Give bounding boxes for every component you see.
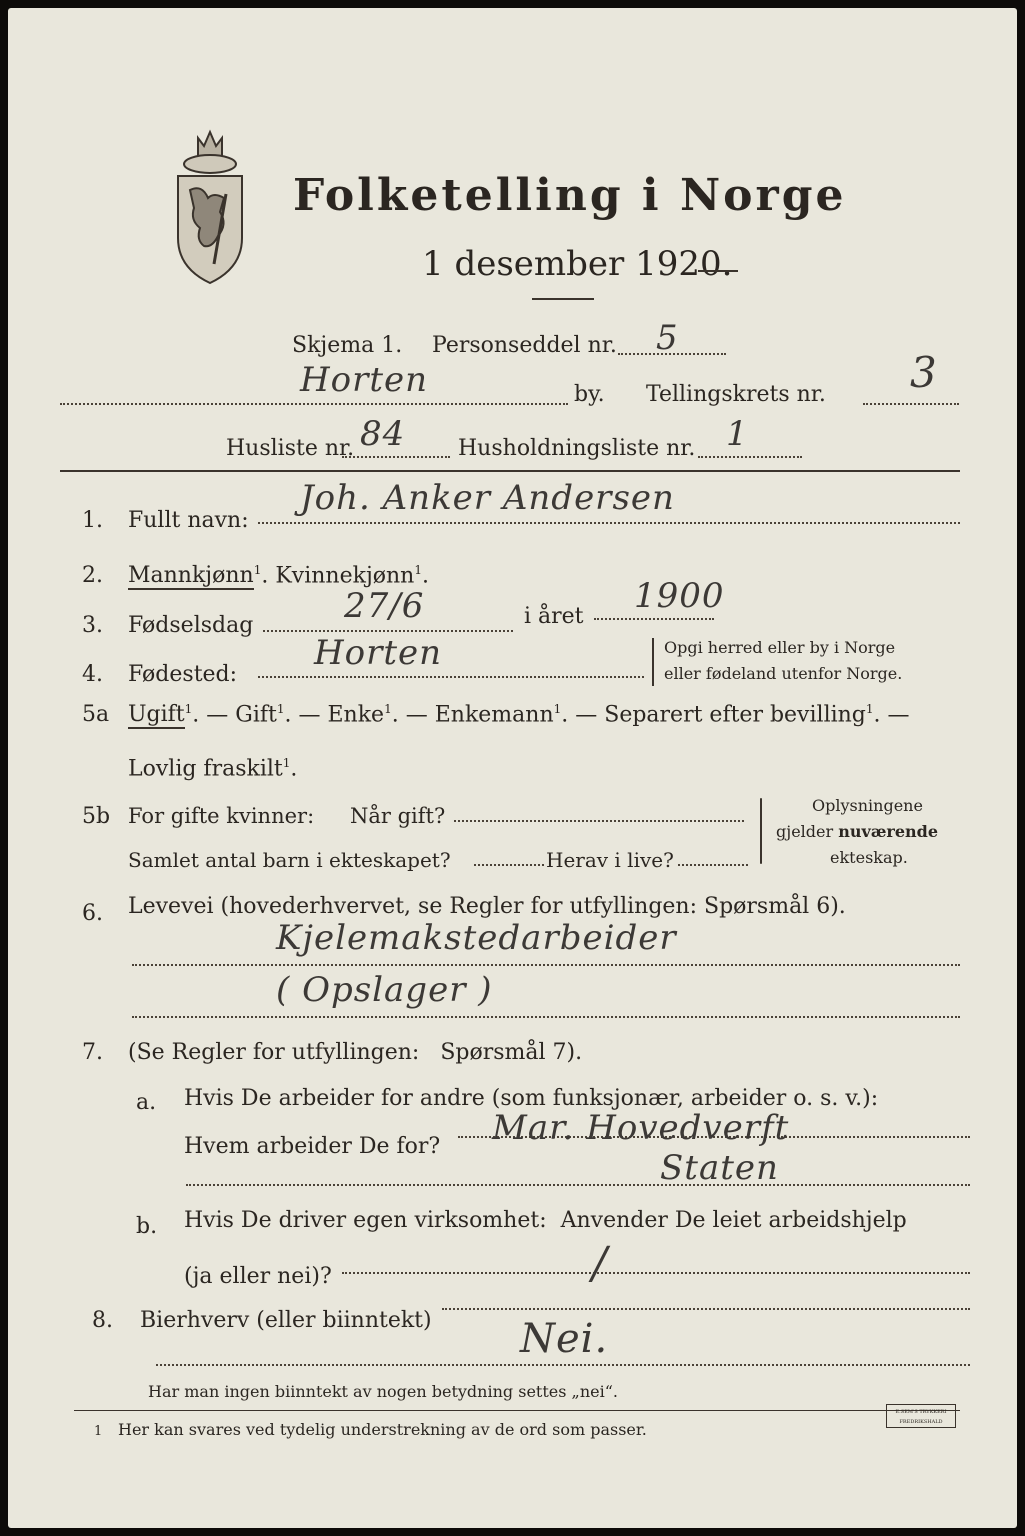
birthday-label: Fødselsdag	[128, 613, 254, 638]
husliste-line	[342, 456, 450, 458]
children-alive-label: Herav i live?	[546, 848, 674, 872]
side-income-line	[442, 1308, 970, 1310]
q7-number: 7.	[82, 1040, 103, 1065]
occupation-value-1: Kjelemakstedarbeider	[276, 918, 677, 958]
when-married-line	[454, 820, 744, 822]
by-line	[60, 403, 568, 405]
tellingskrets-label: Tellingskrets nr.	[646, 382, 826, 407]
q5a-number: 5a	[82, 702, 110, 727]
q7b-letter: b.	[136, 1214, 158, 1239]
birthplace-label: Fødested:	[128, 662, 238, 687]
title-underline	[698, 270, 738, 272]
husholdningsliste-value: 1	[726, 414, 749, 454]
marriage-note-2a: gjelder	[776, 822, 834, 841]
side-income-label: Bierhverv (eller biinntekt)	[140, 1308, 432, 1333]
status-enkemann: Enkemann	[434, 702, 554, 728]
occupation-label: Levevei (hovederhvervet, se Regler for utfyllingen: Spørsmål 6).	[128, 894, 846, 919]
husholdningsliste-line	[698, 456, 802, 458]
marriage-bracket	[760, 798, 762, 864]
q3-number: 3.	[82, 613, 103, 638]
birthplace-note-2: eller fødeland utenfor Norge.	[664, 664, 903, 683]
status-fraskilt-row: Lovlig fraskilt$^1$.	[128, 756, 298, 782]
q7a-letter: a.	[136, 1090, 157, 1115]
children-alive-line	[678, 864, 748, 866]
employer-line-2	[186, 1184, 970, 1186]
q2-number: 2.	[82, 563, 103, 588]
full-name-line	[258, 522, 960, 524]
children-count-line	[474, 864, 544, 866]
husholdningsliste-label: Husholdningsliste nr.	[458, 436, 696, 461]
printer-stamp	[886, 1404, 956, 1428]
form-title: Folketelling i Norge	[293, 170, 847, 221]
by-value: Horten	[300, 360, 429, 400]
birthday-value: 27/6	[344, 586, 425, 626]
hired-help-label: (ja eller nei)?	[184, 1264, 332, 1289]
full-name-label: Fullt navn:	[128, 508, 249, 533]
census-form	[8, 8, 1017, 1528]
birth-year-label: i året	[524, 604, 584, 629]
by-suffix: by.	[574, 382, 605, 407]
q4-number: 4.	[82, 662, 103, 687]
birthday-line	[263, 630, 513, 632]
side-income-value: Nei.	[520, 1316, 609, 1362]
occupation-line-2	[132, 1016, 960, 1018]
birth-year-line	[594, 618, 714, 620]
marriage-note-2	[776, 822, 938, 841]
employer-value-2: Staten	[660, 1148, 779, 1188]
q8-number: 8.	[92, 1308, 113, 1333]
birthplace-note-1: Opgi herred eller by i Norge	[664, 638, 896, 657]
gender-female: Kvinnekjønn	[275, 563, 415, 589]
hired-help-value: /	[592, 1238, 608, 1289]
full-name-value: Joh. Anker Andersen	[300, 478, 675, 518]
q7b-text: Hvis De driver egen virksomhet: Anvender De leiet arbeidshjelp	[184, 1208, 907, 1233]
printer-stamp-text: E.SEM'S TRYKKERI FREDRIKSHALD	[895, 1409, 947, 1425]
husliste-label: Husliste nr.	[226, 436, 355, 461]
marital-status-options: Ugift$^1$. — Gift$^1$. — Enke$^1$. — Enkemann$^1$. — Separert efter bevilling$^1$. —	[128, 702, 910, 728]
occupation-line-1	[132, 964, 960, 966]
personseddel-label: Personseddel nr.	[432, 333, 617, 358]
q7-label: (Se Regler for utfyllingen: Spørsmål 7).	[128, 1040, 583, 1065]
status-enke: Enke	[327, 702, 385, 728]
marriage-note-3: ekteskap.	[830, 848, 908, 867]
footnote-text: Her kan svares ved tydelig understrekning av de ord som passer.	[118, 1420, 647, 1439]
q6-number: 6.	[82, 901, 103, 926]
census-date: 1 desember 1920.	[422, 244, 733, 284]
header-divider	[60, 470, 960, 472]
status-fraskilt: Lovlig fraskilt	[128, 756, 283, 782]
when-married-label: Når gift?	[350, 804, 446, 828]
birth-year-value: 1900	[634, 576, 725, 616]
husliste-value: 84	[360, 414, 406, 454]
status-ugift: Ugift	[128, 702, 185, 728]
q1-number: 1.	[82, 508, 103, 533]
birthplace-bracket	[652, 638, 654, 686]
married-women-label: For gifte kvinner:	[128, 804, 315, 828]
gender-options: Mannkjønn$^1$. Kvinnekjønn$^1$.	[128, 563, 429, 589]
q7a-text: Hvis De arbeider for andre (som funksjonær, arbeider o. s. v.):	[184, 1086, 879, 1111]
no-income-note: Har man ingen biinntekt av nogen betydning settes „nei“.	[148, 1382, 618, 1401]
tellingskrets-line	[863, 403, 959, 405]
status-gift: Gift	[235, 702, 277, 728]
gender-male: Mannkjønn	[128, 563, 254, 589]
personseddel-value: 5	[656, 318, 679, 358]
marriage-note-1: Oplysningene	[812, 796, 923, 815]
employer-value-1: Mar. Hovedverft	[492, 1108, 790, 1148]
norwegian-coat-of-arms-icon	[168, 128, 252, 288]
footnote-divider	[74, 1410, 960, 1411]
employer-label: Hvem arbeider De for?	[184, 1134, 441, 1159]
birthplace-value: Horten	[314, 633, 443, 673]
title-divider	[532, 298, 594, 300]
q5b-number: 5b	[82, 804, 111, 829]
occupation-value-2: ( Opslager )	[276, 970, 493, 1010]
schema-label: Skjema 1.	[292, 333, 403, 358]
children-count-label: Samlet antal barn i ekteskapet?	[128, 848, 451, 872]
birthplace-line	[258, 676, 644, 678]
footnote-number: 1	[94, 1424, 103, 1439]
tellingskrets-value: 3	[910, 348, 938, 397]
marriage-note-2b: nuværende	[838, 822, 939, 841]
status-separert: Separert efter bevilling	[604, 702, 866, 728]
side-income-line-2	[156, 1364, 970, 1366]
hired-help-line	[342, 1272, 970, 1274]
